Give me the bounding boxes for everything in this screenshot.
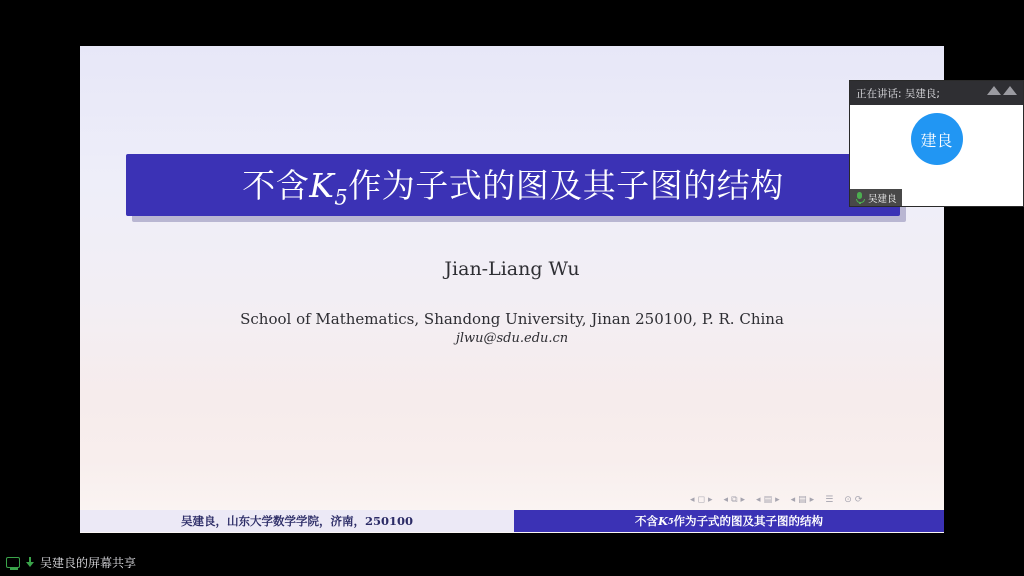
- first-slide-icon[interactable]: ◂: [690, 494, 695, 505]
- subsection-back-icon[interactable]: ◂: [790, 494, 796, 505]
- microphone-icon: [855, 192, 864, 204]
- chevrons-up-icon[interactable]: [987, 86, 1017, 95]
- prev-slide-icon[interactable]: ▸: [708, 494, 713, 505]
- back-icon[interactable]: ◂: [723, 494, 729, 505]
- speaker-video-body[interactable]: [850, 105, 1023, 206]
- footer-title-suffix: 作为子式的图及其子图的结构: [673, 514, 824, 528]
- footer-title-symbol: K: [657, 514, 668, 528]
- zoom-out-icon[interactable]: ⊙: [844, 494, 852, 505]
- section-forward-icon[interactable]: ▸: [775, 494, 780, 505]
- shared-screen-area[interactable]: [80, 0, 944, 548]
- participant-name-chip: [850, 189, 902, 206]
- presentation-slide: [80, 46, 944, 533]
- section-box-icon[interactable]: ▤: [763, 494, 773, 505]
- status-bar: [0, 548, 1024, 576]
- section-back-icon[interactable]: ◂: [756, 494, 761, 505]
- title-suffix: 作为子式的图及其子图的结构: [348, 166, 784, 206]
- slide-title: [242, 160, 784, 210]
- slide-footer-author: 吴建良，山东大学数学学院，济南，250100: [80, 510, 514, 532]
- speaker-video-header[interactable]: [850, 81, 1023, 105]
- slide-footer: [80, 510, 944, 532]
- title-subscript: 5: [334, 185, 349, 210]
- slide-box-icon[interactable]: ⧉: [731, 494, 738, 505]
- slide-letterbox-bottom: [80, 533, 944, 548]
- status-bar-text: 吴建良的屏幕共享: [40, 555, 137, 570]
- slide-email: jlwu@sdu.edu.cn: [455, 331, 569, 346]
- footer-title-prefix: 不含: [634, 514, 658, 528]
- speaker-video-panel[interactable]: [849, 80, 1024, 207]
- slide-footer-title: [514, 510, 944, 532]
- toc-icon[interactable]: ☰: [825, 494, 834, 505]
- subsection-box-icon[interactable]: ▤: [798, 494, 807, 505]
- title-symbol: K: [309, 166, 335, 206]
- footer-title-subscript: 5: [667, 516, 674, 526]
- prev-frame-icon[interactable]: ◻: [697, 494, 706, 505]
- slide-title-box: [126, 154, 900, 216]
- slide-letterbox-top: [80, 0, 944, 46]
- slide-affiliation: School of Mathematics, Shandong University, Jinan 250100, P. R. China: [240, 310, 784, 328]
- forward-icon[interactable]: ▸: [740, 494, 746, 505]
- slide-navigation-strip[interactable]: [690, 492, 938, 508]
- participant-name: 吴建良: [868, 193, 897, 205]
- avatar: 建良: [911, 113, 963, 165]
- slide-author: Jian-Liang Wu: [444, 258, 580, 280]
- title-prefix: 不含: [242, 166, 310, 206]
- download-arrow-icon: [24, 556, 36, 569]
- screen-share-icon: [6, 557, 20, 568]
- zoom-in-icon[interactable]: ⟳: [854, 494, 863, 505]
- subsection-forward-icon[interactable]: ▸: [809, 494, 815, 505]
- active-speaker-label: 正在讲话: 吴建良;: [856, 87, 940, 100]
